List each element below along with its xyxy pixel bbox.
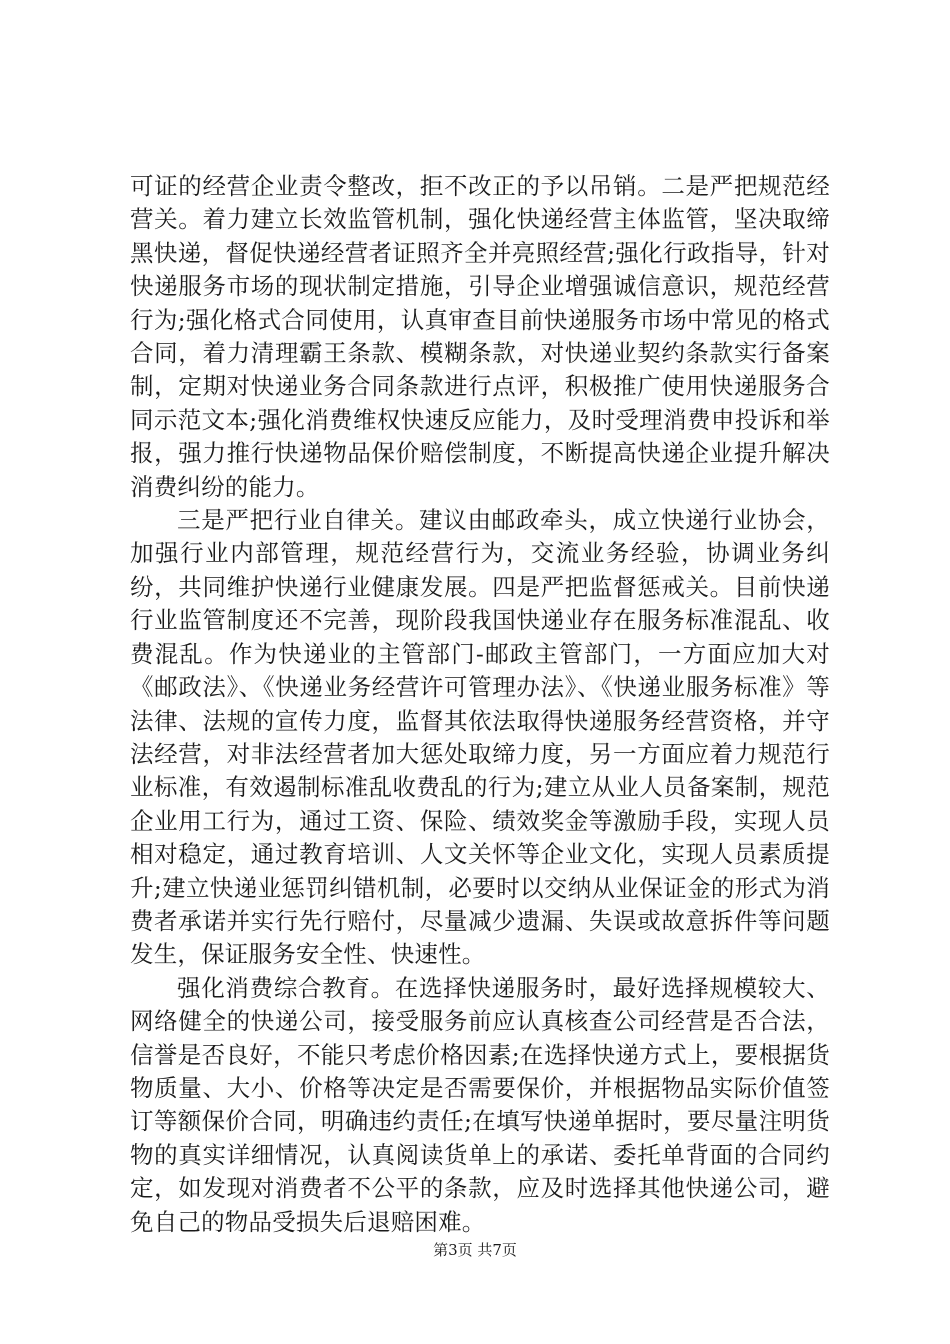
paragraph: 三是严把行业自律关。建议由邮政牵头，成立快递行业协会，加强行业内部管理，规范经营行为，交流业务经验，协调业务纠纷，共同维护快递行业健康发展。四是严把监督惩戒关。目前快递行业监管制度还不完善，现阶段我国快递业存在服务标准混乱、收费混乱。作为快递业的主管部门-邮政主管部门，一方面应加大对《邮政法》、《快递业务经营许可管理办法》、《快递业服务标准》等法律、法规的宣传力度，监督其依法取得快递服务经营资格，并守法经营，对非法经营者加大惩处取缔力度，另一方面应着力规范行业标准，有效遏制标准乱收费乱的行为;建立从业人员备案制，规范企业用工行为，通过工资、保险、绩效奖金等激励手段，实现人员相对稳定，通过教育培训、人文关怀等企业文化，实现人员素质提升;建立快递业惩罚纠错机制，必要时以交纳从业保证金的形式为消费者承诺并实行先行赔付，尽量减少遗漏、失误或故意拆件等问题发生，保证服务安全性、快速性。: [130, 506, 830, 969]
page-number-label: 第3页 共7页: [433, 1241, 517, 1259]
page-footer: [0, 1241, 950, 1259]
paragraph: 强化消费综合教育。在选择快递服务时，最好选择规模较大、网络健全的快递公司，接受服务前应认真核查公司经营是否合法，信誉是否良好，不能只考虑价格因素;在选择快递方式上，要根据货物质量、大小、价格等决定是否需要保价，并根据物品实际价值签订等额保价合同，明确违约责任;在填写快递单据时，要尽量注明货物的真实详细情况，认真阅读货单上的承诺、委托单背面的合同约定，如发现对消费者不公平的条款，应及时选择其他快递公司，避免自己的物品受损失后退赔困难。: [130, 973, 830, 1236]
document-body: [130, 170, 830, 1239]
paragraph: 可证的经营企业责令整改，拒不改正的予以吊销。二是严把规范经营关。着力建立长效监管机制，强化快递经营主体监管，坚决取缔黑快递，督促快递经营者证照齐全并亮照经营;强化行政指导，针对快递服务市场的现状制定措施，引导企业增强诚信意识，规范经营行为;强化格式合同使用，认真审查目前快递服务市场中常见的格式合同，着力清理霸王条款、模糊条款，对快递业契约条款实行备案制，定期对快递业务合同条款进行点评，积极推广使用快递服务合同示范文本;强化消费维权快速反应能力，及时受理消费申投诉和举报，强力推行快递物品保价赔偿制度，不断提高快递企业提升解决消费纠纷的能力。: [130, 172, 830, 501]
